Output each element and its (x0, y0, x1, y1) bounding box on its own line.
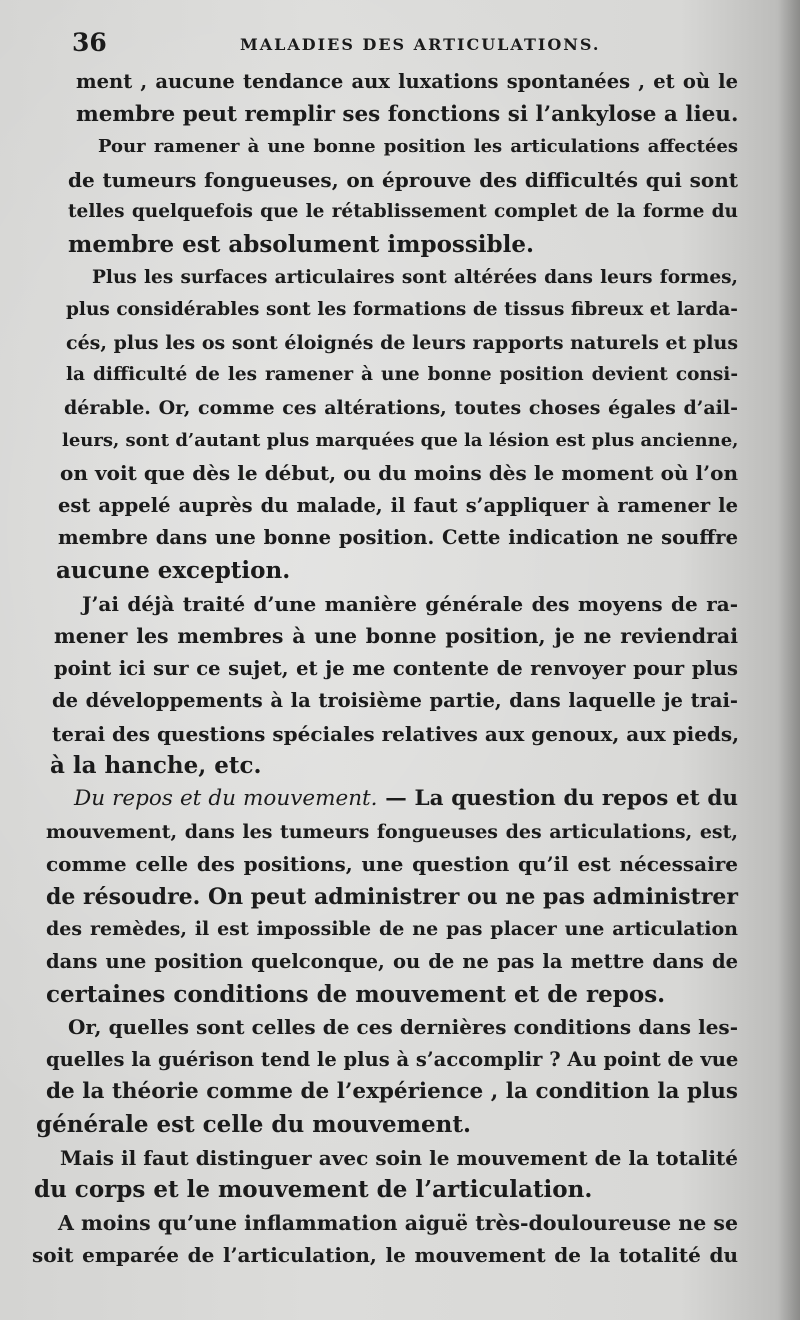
text-line: ment , aucune tendance aux luxations spontanées , et où le (76, 70, 738, 93)
text-line: J’ai déjà traité d’une manière générale des moyens de ra- (82, 591, 738, 616)
text-line: membre est absolument impossible. (68, 230, 535, 258)
page-header (72, 28, 732, 62)
text-line: soit emparée de l’articulation, le mouvement de la totalité du (32, 1243, 738, 1268)
text-line: du corps et le mouvement de l’articulation. (34, 1176, 593, 1204)
text-line: telles quelquefois que le rétablissement complet de la forme du (68, 201, 738, 223)
text-line: des remèdes, il est impossible de ne pas placer une articulation (46, 918, 738, 941)
text-line: plus considérables sont les formations de tissus fibreux et larda- (66, 299, 738, 321)
text-line: de tumeurs fongueuses, on éprouve des difficultés qui sont (68, 167, 738, 192)
text-line: cés, plus les os sont éloignés de leurs rapports naturels et plus (66, 331, 739, 354)
body-text (32, 66, 740, 1272)
text-line: comme celle des positions, une question qu’il est nécessaire (46, 852, 738, 877)
text-line: Or, quelles sont celles de ces dernières conditions dans les- (68, 1015, 738, 1040)
page-gutter-shadow (778, 0, 800, 1320)
text-line: Pour ramener à une bonne position les articulations affectées (98, 136, 738, 158)
page-number: 36 (72, 28, 107, 57)
text-line: de résoudre. On peut administrer ou ne pas administrer (46, 883, 739, 910)
text-line: quelles la guérison tend le plus à s’accomplir ? Au point de vue (46, 1047, 739, 1071)
text-line: Plus les surfaces articulaires sont altérées dans leurs formes, (92, 266, 738, 288)
text-line: aucune exception. (56, 556, 291, 584)
text-line: membre peut remplir ses fonctions si l’ankylose a lieu. (76, 101, 739, 127)
text-line: A moins qu’une inflammation aiguë très-douloureuse ne se (58, 1210, 738, 1235)
text-line: mouvement, dans les tumeurs fongueuses des articulations, est, (46, 820, 738, 843)
text-line: de développements à la troisième partie, dans laquelle je trai- (52, 689, 738, 713)
text-line: la difficulté de les ramener à une bonne position devient consi- (66, 364, 738, 386)
text-line-rest: — La question du repos et du (377, 786, 738, 812)
text-line: générale est celle du mouvement. (36, 1111, 471, 1138)
text-line: à la hanche, etc. (50, 752, 262, 780)
text-line: leurs, sont d’autant plus marquées que la lésion est plus ancienne, (62, 429, 739, 451)
section-heading-italic: Du repos et du mouvement. (74, 786, 378, 812)
text-line (74, 783, 738, 816)
running-title: MALADIES DES ARTICULATIONS. (240, 35, 601, 54)
text-line: mener les membres à une bonne position, je ne reviendrai (54, 624, 738, 649)
text-line: point ici sur ce sujet, et je me contente de renvoyer pour plus (54, 656, 738, 680)
text-line: dérable. Or, comme ces altérations, toutes choses égales d’ail- (64, 396, 738, 419)
text-line: certaines conditions de mouvement et de repos. (46, 980, 666, 1008)
text-line: Mais il faut distinguer avec soin le mouvement de la totalité (60, 1145, 738, 1170)
text-line: on voit que dès le début, ou du moins dès le moment où l’on (60, 461, 738, 486)
text-line: de la théorie comme de l’expérience , la condition la plus (46, 1079, 738, 1105)
text-line: membre dans une bonne position. Cette indication ne souffre (58, 526, 738, 550)
text-line: est appelé auprès du malade, il faut s’appliquer à ramener le (58, 493, 738, 517)
text-line: terai des questions spéciales relatives aux genoux, aux pieds, (52, 721, 740, 746)
text-line: dans une position quelconque, ou de ne pas la mettre dans de (46, 950, 738, 974)
